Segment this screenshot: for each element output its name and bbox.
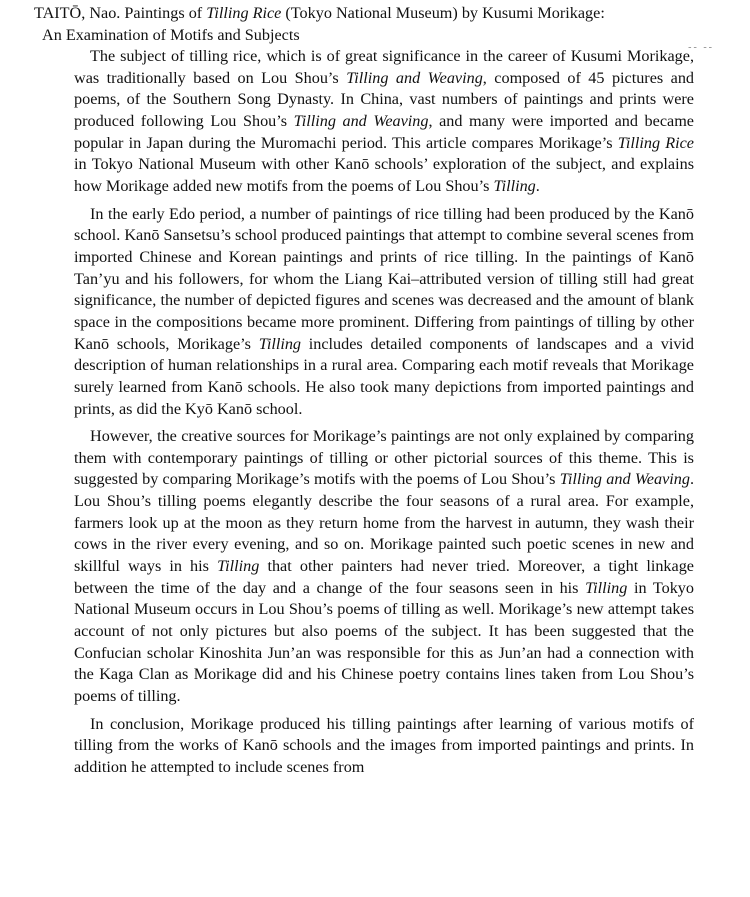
paragraph: [74, 46, 694, 198]
heading-title-rest: (Tokyo National Museum) by Kusumi Morikage:: [281, 4, 605, 22]
text-run: in Tokyo National Museum occurs in Lou Shou’s poems of tilling as well. Morikage’s new attempt takes account of not only pictures but also poems of the subject. It has been suggested that the Confucian scholar Kinoshita Jun’an was responsible for this as Jun’an had a connection with the Kaga Clan as Morikage did and his Chinese poetry contains lines taken from Lou Shou’s poems of tilling.: [74, 578, 694, 706]
text-run: that other painters had never tried. Moreover, a tight linkage between the time of the day and a change of the four seasons seen in his: [74, 557, 694, 597]
italic-title-run: Tilling and Weaving: [559, 470, 690, 489]
italic-title-run: Tilling and Weaving: [293, 111, 429, 130]
paragraph: [74, 426, 694, 708]
text-run: However, the creative sources for Morikage’s paintings are not only explained by comparing them with contemporary paintings of tilling or other pictorial sources of this theme. This is suggested by comparing Morikage’s motifs with the poems of Lou Shou’s: [74, 427, 694, 489]
text-run: , composed of 45 pictures and poems, of the Southern Song Dynasty. In China, vast numbers of paintings and prints were produced following Lou Shou’s: [74, 68, 695, 130]
text-run: .: [535, 176, 540, 195]
text-run: In the early Edo period, a number of paintings of rice tilling had been produced by the Kanō school. Kanō Sansetsu’s school produced paintings that attempt to combine several scenes from imported Chinese and Korean paintings and prints of rice tilling. In the paintings of Kanō Tan’yu and his followers, for whom the Liang Kai–attributed version of tilling still had great significance, the number of depicted figures and scenes was decreased and the amount of blank space in the compositions became more prominent. Differing from paintings of tilling by other Kanō schools, Morikage’s: [74, 204, 694, 353]
italic-title-run: Tilling: [585, 578, 628, 597]
italic-title-run: Tilling: [217, 557, 260, 576]
article-heading: [34, 3, 714, 53]
italic-title-run: Tilling Rice: [617, 133, 694, 152]
text-run: . Lou Shou’s tilling poems elegantly describe the four seasons of a rural area. For example, farmers look up at the moon as they return home from the harvest in autumn, they wash their cows in the river every evening, and so on. Morikage painted such poetic scenes in new and skillful ways in his: [74, 470, 695, 576]
text-run: The subject of tilling rice, which is of great significance in the career of Kusumi Morikage, was traditionally based on Lou Shou’s: [74, 47, 694, 87]
article-body: [74, 46, 694, 779]
italic-title-run: Tilling and Weaving: [346, 68, 483, 87]
text-run: in Tokyo National Museum with other Kanō schools’ exploration of the subject, and explains how Morikage added new motifs from the poems of Lou Shou’s: [74, 155, 694, 195]
paragraph: [74, 714, 694, 779]
italic-title-run: Tilling: [493, 176, 536, 195]
heading-author: TAITŌ, Nao. Paintings of: [34, 4, 207, 22]
heading-subtitle: An Examination of Motifs and Subjects: [42, 25, 300, 44]
paragraph: [74, 204, 694, 421]
margin-mark: -- --: [688, 42, 714, 53]
text-run: includes detailed components of landscapes and a vivid description of human relationships in a rural area. Comparing each motif reveals that Morikage surely learned from Kanō schools. He also took many depictions from imported paintings and prints, as did the Kyō Kanō school.: [74, 334, 695, 418]
heading-title-italic: Tilling Rice: [206, 4, 282, 22]
text-run: , and many were imported and became popular in Japan during the Muromachi period. This article compares Morikage’s: [74, 111, 694, 152]
text-run: In conclusion, Morikage produced his tilling paintings after learning of various motifs of tilling from the works of Kanō schools and the images from imported paintings and prints. In addition he attempted to include scenes from: [74, 714, 694, 776]
italic-title-run: Tilling: [258, 334, 302, 353]
